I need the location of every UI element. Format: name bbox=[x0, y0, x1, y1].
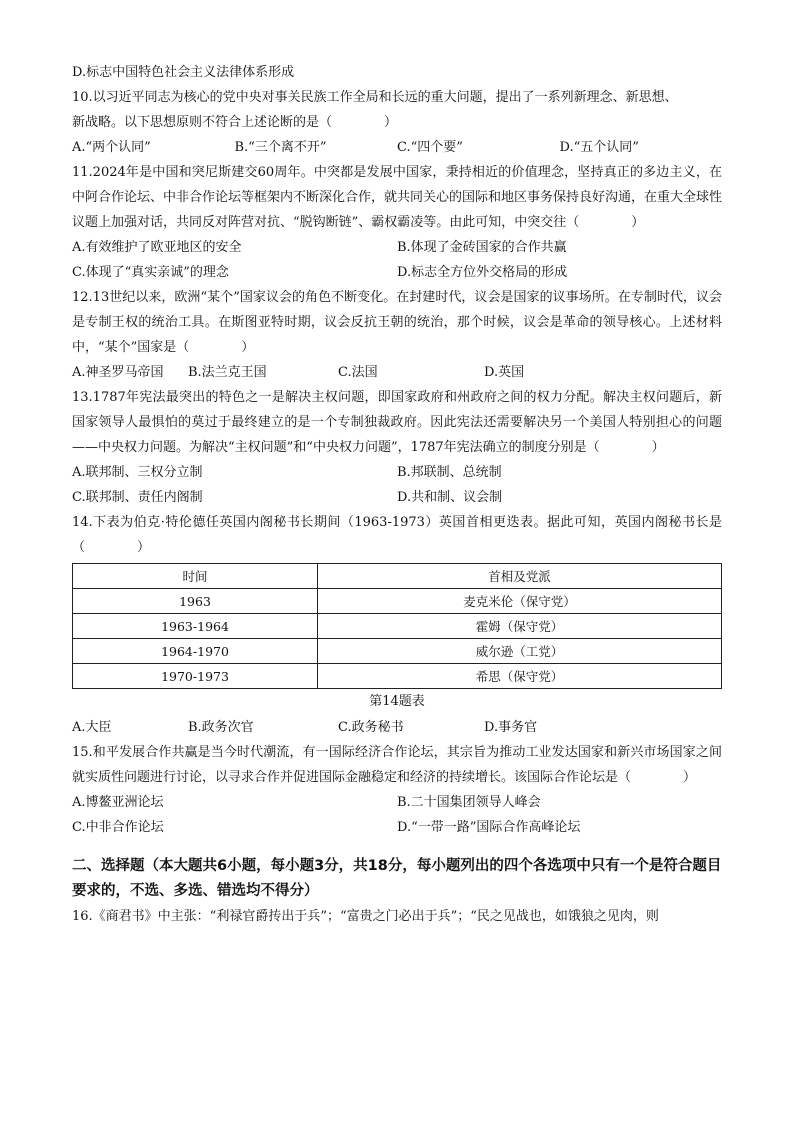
q10-stem-line1: 10.以习近平同志为核心的党中央对事关民族工作全局和长远的重大问题，提出了一系列新理念、新思想、 bbox=[72, 90, 678, 105]
q14-option-d[interactable]: D.事务官 bbox=[484, 720, 538, 735]
q14-option-a[interactable]: A.大臣 bbox=[72, 720, 112, 735]
q14-options bbox=[72, 715, 722, 740]
q15-options-row1 bbox=[72, 790, 722, 815]
q10-option-c[interactable]: C.“四个要” bbox=[397, 140, 463, 155]
q12-option-d[interactable]: D.英国 bbox=[484, 365, 525, 380]
table-row bbox=[73, 639, 722, 664]
q15-stem: 15.和平发展合作共赢是当今时代潮流，有一国际经济合作论坛，其宗旨为推动工业发达国家和新兴市场国家之间就实质性问题进行讨论，以寻求合作并促进国际金融稳定和经济的持续增长。该国际合作论坛是（ ） bbox=[72, 745, 722, 785]
q13-option-d[interactable]: D.共和制、议会制 bbox=[397, 490, 503, 505]
q12-option-c[interactable]: C.法国 bbox=[338, 365, 378, 380]
table-header-cell: 时间 bbox=[73, 564, 318, 589]
q12-option-b[interactable]: B.法兰克王国 bbox=[188, 365, 267, 380]
q12-stem: 12.13世纪以来，欧洲“某个”国家议会的角色不断变化。在封建时代，议会是国家的议事场所。在专制时代，议会是专制王权的统治工具。在斯图亚特时期，议会反抗王朝的统治，那个时候，议会是革命的领导核心。上述材料中，“某个”国家是（ ） bbox=[72, 290, 722, 355]
q13-option-b[interactable]: B.邦联制、总统制 bbox=[397, 465, 502, 480]
q13-option-a[interactable]: A.联邦制、三权分立制 bbox=[72, 465, 203, 480]
q12-options bbox=[72, 360, 722, 385]
q12-option-a[interactable]: A.神圣罗马帝国 bbox=[72, 365, 164, 380]
section-2-heading: 二、选择题（本大题共6小题，每小题3分，共18分，每小题列出的四个各选项中只有一个是符合题目要求的，不选、多选、错选均不得分） bbox=[72, 858, 722, 899]
table-cell: 麦克米伦（保守党） bbox=[318, 589, 722, 614]
q11-option-d[interactable]: D.标志全方位外交格局的形成 bbox=[397, 265, 568, 280]
table-cell: 威尔逊（工党） bbox=[318, 639, 722, 664]
table-cell: 1964-1970 bbox=[73, 639, 318, 664]
q10-option-a[interactable]: A.“两个认同” bbox=[72, 140, 151, 155]
q9-option-d: D.标志中国特色社会主义法律体系形成 bbox=[72, 65, 295, 80]
table-header-cell: 首相及党派 bbox=[318, 564, 722, 589]
question-11 bbox=[72, 160, 722, 285]
table-header-row bbox=[73, 564, 722, 589]
table-row bbox=[73, 614, 722, 639]
q10-stem-line2: 新战略。以下思想原则不符合上述论断的是（ ） bbox=[72, 115, 398, 130]
q14-table-caption: 第14题表 bbox=[369, 694, 425, 709]
q13-options-row2 bbox=[72, 485, 722, 510]
q14-table bbox=[72, 563, 722, 689]
q13-stem: 13.1787年宪法最突出的特色之一是解决主权问题，即国家政府和州政府之间的权力分配。解决主权问题后，新国家领导人最惧怕的莫过于最终建立的是一个专制独裁政府。因此宪法还需要解决另一个美国人特别担心的问题——中央权力问题。为解决“主权问题”和“中央权力问题”，1787年宪法确立的制度分别是（ ） bbox=[72, 390, 722, 455]
question-10 bbox=[72, 85, 722, 160]
table-cell: 希思（保守党） bbox=[318, 664, 722, 689]
question-12 bbox=[72, 285, 722, 385]
table-cell: 1963 bbox=[73, 589, 318, 614]
table-row bbox=[73, 589, 722, 614]
q15-option-d[interactable]: D.“一带一路”国际合作高峰论坛 bbox=[397, 820, 581, 835]
q13-option-c[interactable]: C.联邦制、责任内阁制 bbox=[72, 490, 203, 505]
q15-options-row2 bbox=[72, 815, 722, 840]
q10-options bbox=[72, 135, 722, 160]
q11-option-a[interactable]: A.有效维护了欧亚地区的安全 bbox=[72, 240, 242, 255]
table-cell: 1970-1973 bbox=[73, 664, 318, 689]
q14-option-b[interactable]: B.政务次官 bbox=[188, 720, 254, 735]
q14-stem: 14.下表为伯克·特伦德任英国内阁秘书长期间（1963-1973）英国首相更迭表。据此可知，英国内阁秘书长是（ ） bbox=[72, 515, 722, 555]
q10-option-d[interactable]: D.“五个认同” bbox=[559, 140, 639, 155]
q14-option-c[interactable]: C.政务秘书 bbox=[338, 720, 404, 735]
q11-options-row2 bbox=[72, 260, 722, 285]
q16-stem-line1: 16.《商君书》中主张：“利禄官爵抟出于兵”；“富贵之门必出于兵”；“民之见战也，如饿狼之见肉，则 bbox=[72, 909, 659, 924]
exam-page bbox=[72, 60, 722, 929]
question-14 bbox=[72, 510, 722, 740]
q15-option-a[interactable]: A.博鳌亚洲论坛 bbox=[72, 795, 164, 810]
q11-option-c[interactable]: C.体现了“真实亲诚”的理念 bbox=[72, 265, 229, 280]
q15-option-b[interactable]: B.二十国集团领导人峰会 bbox=[397, 795, 541, 810]
q15-option-c[interactable]: C.中非合作论坛 bbox=[72, 820, 164, 835]
q11-options-row1 bbox=[72, 235, 722, 260]
q11-option-b[interactable]: B.体现了金砖国家的合作共赢 bbox=[397, 240, 567, 255]
question-13 bbox=[72, 385, 722, 510]
q10-option-b[interactable]: B.“三个离不开” bbox=[234, 140, 327, 155]
table-cell: 霍姆（保守党） bbox=[318, 614, 722, 639]
question-15 bbox=[72, 740, 722, 840]
q13-options-row1 bbox=[72, 460, 722, 485]
table-cell: 1963-1964 bbox=[73, 614, 318, 639]
q11-stem: 11.2024年是中国和突尼斯建交60周年。中突都是发展中国家，秉持相近的价值理念，坚持真正的多边主义，在中阿合作论坛、中非合作论坛等框架内不断深化合作，就共同关心的国际和地区事务保持良好沟通，在重大全球性议题上加强对话，共同反对阵营对抗、“脱钩断链”、霸权霸凌等。由此可知，中突交往（ ） bbox=[72, 165, 723, 230]
table-row bbox=[73, 664, 722, 689]
